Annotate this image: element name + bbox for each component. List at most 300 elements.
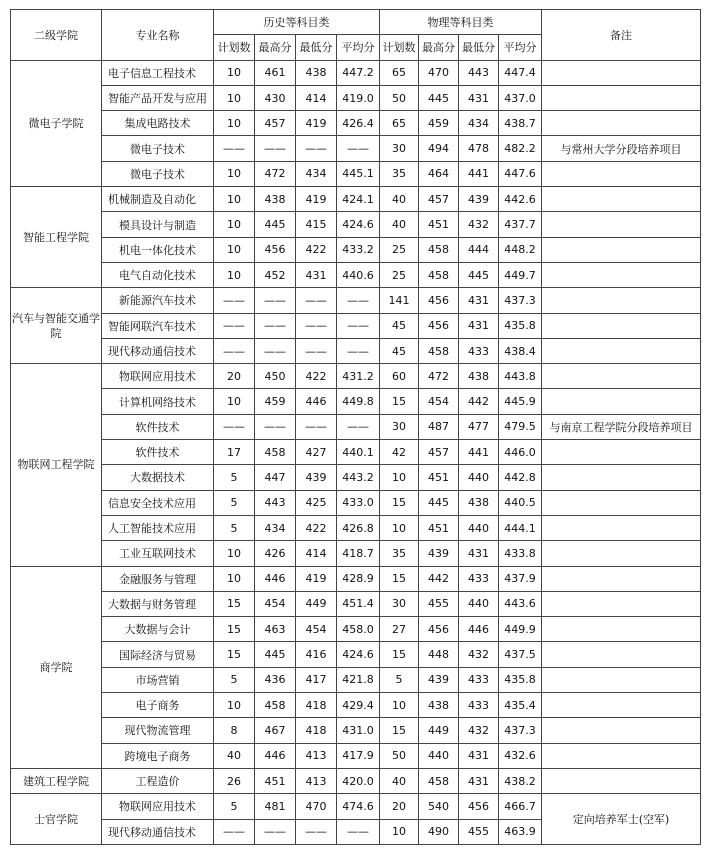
physics-max-cell: 458 <box>419 237 459 262</box>
physics-max-cell: 494 <box>419 136 459 161</box>
header-college: 二级学院 <box>11 10 102 61</box>
history-min-cell: 418 <box>296 718 337 743</box>
history-plan-cell: 26 <box>214 768 255 793</box>
physics-min-cell: 446 <box>459 617 499 642</box>
college-cell: 商学院 <box>11 566 102 768</box>
history-max-cell: 426 <box>255 541 296 566</box>
history-max-cell: 438 <box>255 187 296 212</box>
history-avg-cell: 433.0 <box>337 490 380 515</box>
physics-avg-cell: 438.2 <box>499 768 542 793</box>
table-row <box>11 414 701 439</box>
major-cell: 跨境电子商务 <box>102 743 214 768</box>
physics-min-cell: 478 <box>459 136 499 161</box>
history-max-cell: 446 <box>255 566 296 591</box>
remark-cell <box>542 237 701 262</box>
physics-min-cell: 431 <box>459 288 499 313</box>
physics-plan-cell: 25 <box>380 237 419 262</box>
remark-cell <box>542 364 701 389</box>
physics-plan-cell: 10 <box>380 515 419 540</box>
physics-max-cell: 458 <box>419 768 459 793</box>
physics-min-cell: 440 <box>459 465 499 490</box>
physics-min-cell: 444 <box>459 237 499 262</box>
major-cell: 信息安全技术应用 <box>102 490 214 515</box>
history-avg-cell: 420.0 <box>337 768 380 793</box>
physics-plan-cell: 25 <box>380 262 419 287</box>
physics-avg-cell: 443.8 <box>499 364 542 389</box>
history-max-cell: 443 <box>255 490 296 515</box>
physics-plan-cell: 50 <box>380 85 419 110</box>
history-min-cell: 419 <box>296 566 337 591</box>
physics-max-cell: 459 <box>419 111 459 136</box>
remark-cell <box>542 338 701 363</box>
physics-max-cell: 440 <box>419 743 459 768</box>
history-plan-cell: 10 <box>214 85 255 110</box>
physics-avg-cell: 449.9 <box>499 617 542 642</box>
physics-min-cell: 431 <box>459 768 499 793</box>
physics-avg-cell: 447.6 <box>499 161 542 186</box>
table-row <box>11 288 701 313</box>
history-max-cell: 445 <box>255 642 296 667</box>
history-avg-cell: 424.6 <box>337 212 380 237</box>
physics-min-cell: 431 <box>459 743 499 768</box>
header-sub: 最高分 <box>419 35 459 60</box>
physics-plan-cell: 10 <box>380 693 419 718</box>
history-plan-cell: 5 <box>214 465 255 490</box>
physics-avg-cell: 479.5 <box>499 414 542 439</box>
physics-max-cell: 464 <box>419 161 459 186</box>
history-plan-cell: 5 <box>214 794 255 819</box>
physics-avg-cell: 437.3 <box>499 288 542 313</box>
physics-plan-cell: 35 <box>380 161 419 186</box>
history-max-cell: 461 <box>255 60 296 85</box>
history-avg-cell: —— <box>337 414 380 439</box>
history-min-cell: 414 <box>296 85 337 110</box>
physics-max-cell: 439 <box>419 541 459 566</box>
history-avg-cell: 424.6 <box>337 642 380 667</box>
remark-cell <box>542 541 701 566</box>
history-max-cell: 447 <box>255 465 296 490</box>
header-sub: 计划数 <box>214 35 255 60</box>
physics-max-cell: 445 <box>419 490 459 515</box>
physics-avg-cell: 442.8 <box>499 465 542 490</box>
history-max-cell: 458 <box>255 440 296 465</box>
history-plan-cell: 15 <box>214 642 255 667</box>
history-avg-cell: 421.8 <box>337 667 380 692</box>
history-avg-cell: 451.4 <box>337 591 380 616</box>
college-cell: 智能工程学院 <box>11 187 102 288</box>
physics-max-cell: 451 <box>419 212 459 237</box>
physics-max-cell: 457 <box>419 440 459 465</box>
physics-avg-cell: 435.4 <box>499 693 542 718</box>
table-row <box>11 515 701 540</box>
history-avg-cell: —— <box>337 288 380 313</box>
physics-min-cell: 477 <box>459 414 499 439</box>
physics-plan-cell: 65 <box>380 60 419 85</box>
history-plan-cell: —— <box>214 288 255 313</box>
major-cell: 电子信息工程技术 <box>102 60 214 85</box>
table-row <box>11 212 701 237</box>
history-max-cell: —— <box>255 288 296 313</box>
physics-plan-cell: 42 <box>380 440 419 465</box>
physics-avg-cell: 442.6 <box>499 187 542 212</box>
history-max-cell: —— <box>255 338 296 363</box>
major-cell: 物联网应用技术 <box>102 794 214 819</box>
history-avg-cell: 433.2 <box>337 237 380 262</box>
physics-max-cell: 456 <box>419 617 459 642</box>
physics-avg-cell: 440.5 <box>499 490 542 515</box>
remark-cell <box>542 288 701 313</box>
table-row <box>11 768 701 793</box>
history-avg-cell: 419.0 <box>337 85 380 110</box>
history-plan-cell: 10 <box>214 262 255 287</box>
table-row <box>11 718 701 743</box>
history-max-cell: 430 <box>255 85 296 110</box>
college-cell: 士官学院 <box>11 794 102 845</box>
physics-avg-cell: 432.6 <box>499 743 542 768</box>
history-max-cell: 467 <box>255 718 296 743</box>
history-min-cell: —— <box>296 414 337 439</box>
remark-cell <box>542 490 701 515</box>
physics-plan-cell: 141 <box>380 288 419 313</box>
physics-avg-cell: 445.9 <box>499 389 542 414</box>
history-plan-cell: 10 <box>214 187 255 212</box>
history-plan-cell: —— <box>214 136 255 161</box>
physics-min-cell: 434 <box>459 111 499 136</box>
header-sub: 平均分 <box>499 35 542 60</box>
physics-plan-cell: 15 <box>380 389 419 414</box>
physics-min-cell: 431 <box>459 313 499 338</box>
physics-plan-cell: 5 <box>380 667 419 692</box>
table-row <box>11 541 701 566</box>
major-cell: 大数据与会计 <box>102 617 214 642</box>
history-plan-cell: 5 <box>214 515 255 540</box>
history-max-cell: —— <box>255 136 296 161</box>
major-cell: 人工智能技术应用 <box>102 515 214 540</box>
physics-max-cell: 490 <box>419 819 459 844</box>
physics-max-cell: 451 <box>419 465 459 490</box>
physics-min-cell: 456 <box>459 794 499 819</box>
history-plan-cell: —— <box>214 414 255 439</box>
physics-max-cell: 456 <box>419 313 459 338</box>
history-min-cell: 413 <box>296 743 337 768</box>
physics-max-cell: 451 <box>419 515 459 540</box>
physics-plan-cell: 45 <box>380 338 419 363</box>
physics-min-cell: 440 <box>459 591 499 616</box>
physics-max-cell: 472 <box>419 364 459 389</box>
physics-plan-cell: 60 <box>380 364 419 389</box>
table-row <box>11 237 701 262</box>
physics-avg-cell: 438.7 <box>499 111 542 136</box>
major-cell: 微电子技术 <box>102 136 214 161</box>
major-cell: 智能网联汽车技术 <box>102 313 214 338</box>
history-min-cell: 470 <box>296 794 337 819</box>
major-cell: 现代移动通信技术 <box>102 338 214 363</box>
physics-plan-cell: 15 <box>380 718 419 743</box>
remark-cell <box>542 743 701 768</box>
physics-max-cell: 458 <box>419 338 459 363</box>
history-min-cell: 439 <box>296 465 337 490</box>
physics-min-cell: 432 <box>459 718 499 743</box>
history-avg-cell: —— <box>337 136 380 161</box>
physics-avg-cell: 437.5 <box>499 642 542 667</box>
college-cell: 微电子学院 <box>11 60 102 186</box>
history-min-cell: 427 <box>296 440 337 465</box>
major-cell: 电子商务 <box>102 693 214 718</box>
remark-cell <box>542 465 701 490</box>
history-plan-cell: 10 <box>214 693 255 718</box>
physics-plan-cell: 10 <box>380 465 419 490</box>
table-header <box>11 10 701 61</box>
history-min-cell: 422 <box>296 515 337 540</box>
table-row <box>11 389 701 414</box>
history-avg-cell: 418.7 <box>337 541 380 566</box>
physics-min-cell: 433 <box>459 667 499 692</box>
physics-min-cell: 438 <box>459 364 499 389</box>
major-cell: 集成电路技术 <box>102 111 214 136</box>
table-row <box>11 440 701 465</box>
header-sub: 最高分 <box>255 35 296 60</box>
header-sub: 最低分 <box>459 35 499 60</box>
history-plan-cell: 17 <box>214 440 255 465</box>
history-avg-cell: 428.9 <box>337 566 380 591</box>
physics-plan-cell: 30 <box>380 591 419 616</box>
table-row <box>11 364 701 389</box>
history-min-cell: —— <box>296 136 337 161</box>
history-min-cell: 454 <box>296 617 337 642</box>
physics-plan-cell: 15 <box>380 490 419 515</box>
history-avg-cell: 426.4 <box>337 111 380 136</box>
remark-cell <box>542 161 701 186</box>
history-avg-cell: 443.2 <box>337 465 380 490</box>
physics-max-cell: 455 <box>419 591 459 616</box>
physics-min-cell: 443 <box>459 60 499 85</box>
physics-plan-cell: 40 <box>380 212 419 237</box>
remark-cell <box>542 262 701 287</box>
history-min-cell: 431 <box>296 262 337 287</box>
history-max-cell: 457 <box>255 111 296 136</box>
major-cell: 电气自动化技术 <box>102 262 214 287</box>
physics-min-cell: 441 <box>459 440 499 465</box>
physics-max-cell: 445 <box>419 85 459 110</box>
history-avg-cell: —— <box>337 338 380 363</box>
physics-min-cell: 440 <box>459 515 499 540</box>
remark-cell <box>542 187 701 212</box>
physics-max-cell: 438 <box>419 693 459 718</box>
physics-max-cell: 448 <box>419 642 459 667</box>
major-cell: 微电子技术 <box>102 161 214 186</box>
header-history: 历史等科目类 <box>214 10 380 35</box>
history-plan-cell: 10 <box>214 60 255 85</box>
physics-min-cell: 433 <box>459 338 499 363</box>
history-avg-cell: —— <box>337 819 380 844</box>
history-avg-cell: 424.1 <box>337 187 380 212</box>
physics-min-cell: 431 <box>459 541 499 566</box>
physics-avg-cell: 463.9 <box>499 819 542 844</box>
history-max-cell: 451 <box>255 768 296 793</box>
physics-max-cell: 540 <box>419 794 459 819</box>
history-min-cell: —— <box>296 338 337 363</box>
physics-avg-cell: 443.6 <box>499 591 542 616</box>
physics-max-cell: 457 <box>419 187 459 212</box>
physics-avg-cell: 449.7 <box>499 262 542 287</box>
history-avg-cell: 431.2 <box>337 364 380 389</box>
physics-min-cell: 438 <box>459 490 499 515</box>
history-min-cell: 446 <box>296 389 337 414</box>
history-avg-cell: 458.0 <box>337 617 380 642</box>
history-avg-cell: 440.1 <box>337 440 380 465</box>
physics-avg-cell: 466.7 <box>499 794 542 819</box>
physics-min-cell: 433 <box>459 566 499 591</box>
major-cell: 机械制造及自动化 <box>102 187 214 212</box>
physics-avg-cell: 448.2 <box>499 237 542 262</box>
history-plan-cell: 10 <box>214 212 255 237</box>
history-min-cell: 417 <box>296 667 337 692</box>
history-max-cell: 436 <box>255 667 296 692</box>
physics-plan-cell: 45 <box>380 313 419 338</box>
major-cell: 计算机网络技术 <box>102 389 214 414</box>
physics-avg-cell: 435.8 <box>499 667 542 692</box>
history-avg-cell: 440.6 <box>337 262 380 287</box>
major-cell: 国际经济与贸易 <box>102 642 214 667</box>
physics-avg-cell: 438.4 <box>499 338 542 363</box>
remark-cell <box>542 591 701 616</box>
physics-min-cell: 432 <box>459 212 499 237</box>
history-min-cell: 422 <box>296 364 337 389</box>
table-row <box>11 187 701 212</box>
physics-min-cell: 433 <box>459 693 499 718</box>
table-row <box>11 591 701 616</box>
history-avg-cell: 474.6 <box>337 794 380 819</box>
remark-cell <box>542 642 701 667</box>
table-body <box>11 60 701 844</box>
history-max-cell: —— <box>255 313 296 338</box>
table-row <box>11 111 701 136</box>
history-max-cell: 445 <box>255 212 296 237</box>
physics-avg-cell: 482.2 <box>499 136 542 161</box>
college-cell: 汽车与智能交通学院 <box>11 288 102 364</box>
history-min-cell: 414 <box>296 541 337 566</box>
table-row <box>11 617 701 642</box>
header-physics: 物理等科目类 <box>380 10 542 35</box>
table-row <box>11 794 701 819</box>
major-cell: 软件技术 <box>102 414 214 439</box>
history-max-cell: —— <box>255 414 296 439</box>
physics-plan-cell: 30 <box>380 136 419 161</box>
history-max-cell: 459 <box>255 389 296 414</box>
physics-max-cell: 454 <box>419 389 459 414</box>
table-row <box>11 85 701 110</box>
remark-cell: 与南京工程学院分段培养项目 <box>542 414 701 439</box>
physics-plan-cell: 65 <box>380 111 419 136</box>
history-plan-cell: 10 <box>214 237 255 262</box>
major-cell: 机电一体化技术 <box>102 237 214 262</box>
history-avg-cell: 429.4 <box>337 693 380 718</box>
history-min-cell: 416 <box>296 642 337 667</box>
history-min-cell: 413 <box>296 768 337 793</box>
physics-avg-cell: 433.8 <box>499 541 542 566</box>
header-sub: 计划数 <box>380 35 419 60</box>
table-row <box>11 566 701 591</box>
remark-cell <box>542 60 701 85</box>
history-plan-cell: —— <box>214 819 255 844</box>
history-max-cell: 456 <box>255 237 296 262</box>
history-min-cell: 438 <box>296 60 337 85</box>
remark-cell <box>542 768 701 793</box>
remark-cell <box>542 617 701 642</box>
physics-max-cell: 487 <box>419 414 459 439</box>
history-max-cell: 446 <box>255 743 296 768</box>
table-row <box>11 465 701 490</box>
table-row <box>11 642 701 667</box>
history-plan-cell: —— <box>214 338 255 363</box>
history-plan-cell: 10 <box>214 566 255 591</box>
physics-min-cell: 439 <box>459 187 499 212</box>
history-avg-cell: 417.9 <box>337 743 380 768</box>
physics-max-cell: 449 <box>419 718 459 743</box>
header-sub: 最低分 <box>296 35 337 60</box>
header-sub: 平均分 <box>337 35 380 60</box>
physics-min-cell: 441 <box>459 161 499 186</box>
history-max-cell: 458 <box>255 693 296 718</box>
history-avg-cell: —— <box>337 313 380 338</box>
history-plan-cell: 10 <box>214 111 255 136</box>
history-min-cell: —— <box>296 313 337 338</box>
major-cell: 工业互联网技术 <box>102 541 214 566</box>
table-row <box>11 338 701 363</box>
physics-plan-cell: 10 <box>380 819 419 844</box>
history-plan-cell: 15 <box>214 591 255 616</box>
history-min-cell: 434 <box>296 161 337 186</box>
major-cell: 金融服务与管理 <box>102 566 214 591</box>
major-cell: 现代移动通信技术 <box>102 819 214 844</box>
major-cell: 大数据与财务管理 <box>102 591 214 616</box>
history-min-cell: 419 <box>296 187 337 212</box>
major-cell: 新能源汽车技术 <box>102 288 214 313</box>
history-max-cell: —— <box>255 819 296 844</box>
history-max-cell: 454 <box>255 591 296 616</box>
physics-plan-cell: 30 <box>380 414 419 439</box>
physics-avg-cell: 437.0 <box>499 85 542 110</box>
physics-plan-cell: 20 <box>380 794 419 819</box>
remark-cell <box>542 667 701 692</box>
history-avg-cell: 449.8 <box>337 389 380 414</box>
history-max-cell: 463 <box>255 617 296 642</box>
table-row <box>11 667 701 692</box>
history-min-cell: —— <box>296 288 337 313</box>
history-avg-cell: 445.1 <box>337 161 380 186</box>
physics-plan-cell: 35 <box>380 541 419 566</box>
major-cell: 大数据技术 <box>102 465 214 490</box>
table-row <box>11 262 701 287</box>
history-min-cell: 425 <box>296 490 337 515</box>
history-plan-cell: 8 <box>214 718 255 743</box>
major-cell: 软件技术 <box>102 440 214 465</box>
physics-max-cell: 439 <box>419 667 459 692</box>
history-plan-cell: 15 <box>214 617 255 642</box>
history-avg-cell: 426.8 <box>337 515 380 540</box>
physics-min-cell: 442 <box>459 389 499 414</box>
remark-cell <box>542 566 701 591</box>
history-plan-cell: 10 <box>214 541 255 566</box>
physics-max-cell: 458 <box>419 262 459 287</box>
physics-max-cell: 470 <box>419 60 459 85</box>
college-cell: 建筑工程学院 <box>11 768 102 793</box>
history-min-cell: 415 <box>296 212 337 237</box>
physics-avg-cell: 437.9 <box>499 566 542 591</box>
major-cell: 工程造价 <box>102 768 214 793</box>
physics-plan-cell: 40 <box>380 768 419 793</box>
physics-plan-cell: 40 <box>380 187 419 212</box>
